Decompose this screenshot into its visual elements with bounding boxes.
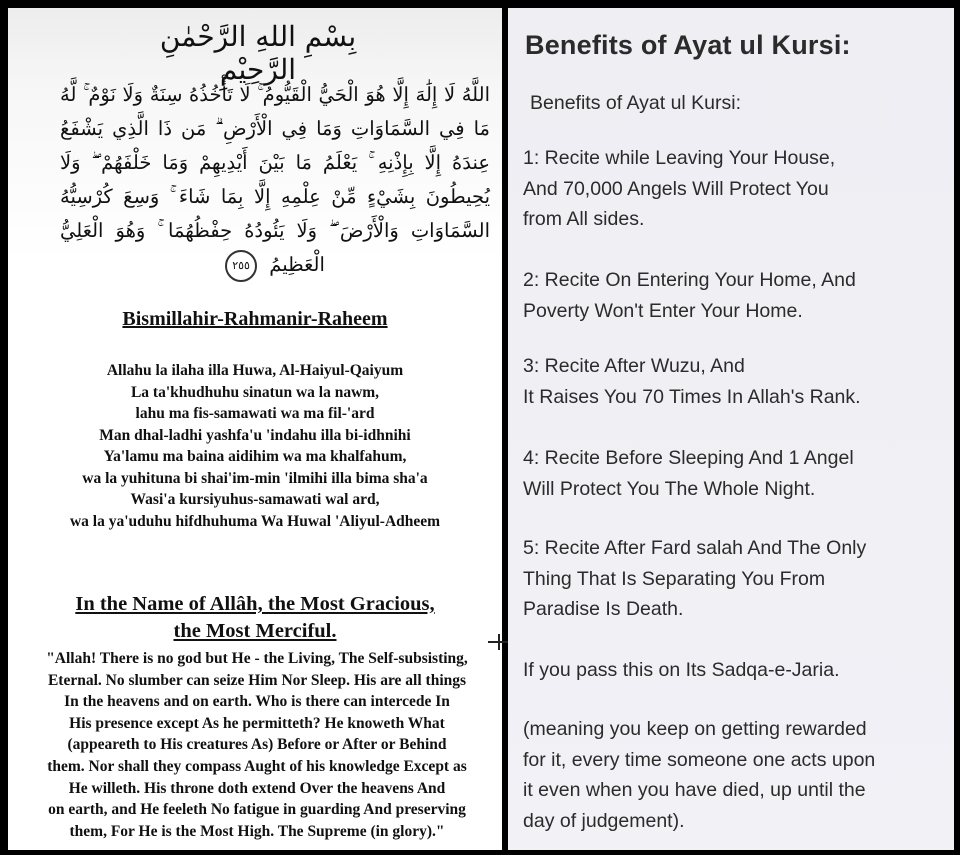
benefit-line: Thing That Is Separating You From (523, 567, 826, 590)
benefit-line: (meaning you keep on getting rewarded (523, 718, 867, 740)
benefit-line: Paradise Is Death. (523, 598, 684, 620)
translation-line: His presence except As he permitteth? He knoweth What (69, 714, 445, 732)
transliteration-title: Bismillahir-Rahmanir-Raheem (122, 308, 388, 330)
benefit-line: If you pass this on Its Sadqa-e-Jaria. (523, 659, 840, 681)
translation-line: them, For He is the Most High. The Supreme (in glory)." (69, 822, 445, 840)
translation-title (8, 591, 502, 645)
benefit-line: from All sides. (523, 208, 645, 230)
benefit-item (523, 143, 948, 235)
bismillah-arabic: بِسْمِ اللهِ الرَّحْمٰنِ الرَّحِيْمِ (159, 20, 357, 86)
meaning-note (523, 714, 948, 836)
transliteration-line: Allahu la ilaha illa Huwa, Al-Haiyul-Qaiyum (106, 362, 404, 379)
benefit-line: 5: Recite After Fard salah And The Only (523, 537, 867, 559)
transliteration-line: Man dhal-ladhi yashfa'u 'indahu illa bi-idhnihi (99, 426, 411, 444)
benefits-heading: Benefits of Ayat ul Kursi: (525, 30, 851, 60)
ayah-number-badge: ٢٥٥ (225, 250, 257, 282)
benefit-line: 1: Recite while Leaving Your House, (523, 147, 836, 169)
translation-line: them. Nor shall they compass Aught of his knowledge Except as (47, 757, 467, 775)
benefit-line: it even when you have died, up until the (523, 779, 866, 801)
translation-line: on earth, and He feeleth No fatigue in guarding And preserving (48, 801, 466, 819)
transliteration-line: lahu ma fis-samawati wa ma fil-'ard (135, 405, 375, 422)
translation-text (18, 648, 496, 842)
ayat-ul-kursi-panel (8, 8, 502, 850)
benefit-item (523, 265, 948, 326)
ayah-arabic-text (60, 78, 490, 282)
translation-line: "Allah! There is no god but He - the Living, The Self-subsisting, (46, 650, 468, 667)
translation-line: He willeth. His throne doth extend Over the heavens And (68, 779, 446, 797)
benefits-panel (508, 8, 954, 850)
ayah-arabic: اللَّهُ لَا إِلَٰهَ إِلَّا هُوَ الْحَيُّ الْقَيُّومُ ۚ لَا تَأْخُذُهُ سِنَةٌ وَلَا نَوْمٌ ۚ لَّهُ مَا فِي السَّمَاوَاتِ وَمَا فِي الْأَرْضِ ۗ مَن ذَا الَّذِي يَشْفَعُ عِندَهُ إِلَّا بِإِذْنِهِ ۚ يَعْلَمُ مَا بَيْنَ أَيْدِيهِمْ وَمَا خَلْفَهُمْ ۖ وَلَا يُحِيطُونَ بِشَيْءٍ مِّنْ عِلْمِهِ إِلَّا بِمَا شَاءَ ۚ وَسِعَ كُرْسِيُّهُ السَّمَاوَاتِ وَالْأَرْضَ ۖ وَلَا يَئُودُهُ حِفْظُهُمَا ۚ وَهُوَ الْعَلِيُّ الْعَظِيمُ (60, 83, 490, 276)
transliteration-line: Wasi'a kursiyuhus-samawati wal ard, (130, 491, 380, 508)
benefit-line: 4: Recite Before Sleeping And 1 Angel (523, 447, 854, 469)
translation-line: Eternal. No slumber can seize Him Nor Sleep. His are all things (47, 671, 467, 689)
benefit-item (523, 533, 948, 625)
benefit-line: Poverty Won't Enter Your Home. (523, 299, 803, 322)
transliteration-line: wa la ya'uduhu hifdhuhuma Wa Huwal 'Aliyul-Adheem (69, 512, 441, 530)
benefit-line: Will Protect You The Whole Night. (523, 477, 816, 500)
transliteration-line: Ya'lamu ma baina aidihim wa ma khalfahum, (103, 448, 407, 465)
benefit-line: It Raises You 70 Times In Allah's Rank. (523, 385, 861, 408)
benefit-line: 3: Recite After Wuzu, And (523, 355, 745, 377)
translation-title-line: the Most Merciful. (173, 620, 337, 642)
benefit-item (523, 351, 948, 412)
benefits-subheading: Benefits of Ayat ul Kursi: (530, 92, 742, 114)
transliteration-text (8, 360, 502, 532)
benefit-line: for it, every time someone one acts upon (523, 748, 876, 771)
translation-title-line: In the Name of Allâh, the Most Gracious, (75, 593, 435, 615)
benefit-line: And 70,000 Angels Will Protect You (523, 177, 829, 200)
benefit-line: day of judgement). (523, 809, 685, 832)
panel-divider-mark (488, 637, 510, 647)
benefit-item (523, 443, 948, 504)
transliteration-line: wa la yuhituna bi shai'im-min 'ilmihi illa bima sha'a (82, 469, 428, 487)
translation-line: (appeareth to His creatures As) Before or After or Behind (67, 736, 447, 754)
translation-line: In the heavens and on earth. Who is there can intercede In (64, 693, 450, 711)
benefit-line: 2: Recite On Entering Your Home, And (523, 269, 856, 291)
transliteration-line: La ta'khudhuhu sinatun wa la nawm, (130, 383, 380, 401)
sadqa-note (523, 655, 948, 686)
